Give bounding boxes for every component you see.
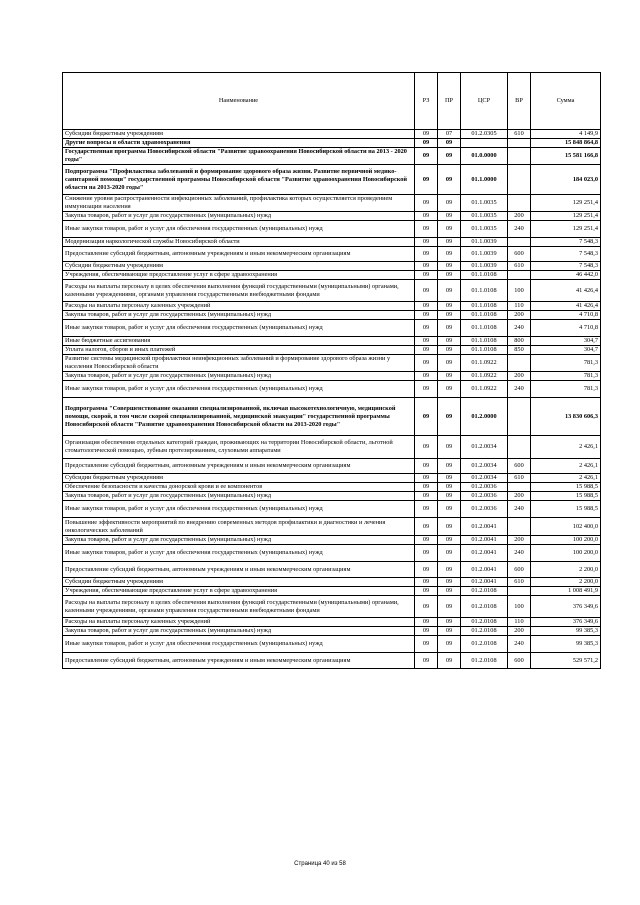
cell-vr: 610 bbox=[508, 474, 531, 483]
cell-sum: 2 200,0 bbox=[531, 562, 601, 578]
cell-sum: 41 426,4 bbox=[531, 302, 601, 311]
cell-pr: 09 bbox=[438, 492, 461, 501]
cell-name: Субсидии бюджетным учреждениям bbox=[63, 578, 415, 587]
cell-vr: 200 bbox=[508, 212, 531, 221]
cell-vr bbox=[508, 139, 531, 148]
cell-sum: 4 710,8 bbox=[531, 320, 601, 337]
cell-vr: 800 bbox=[508, 337, 531, 346]
cell-name: Предоставление субсидий бюджетным, автономным учреждениям и иным некоммерческим организациям bbox=[63, 653, 415, 669]
table-row bbox=[63, 398, 601, 436]
table-row bbox=[63, 636, 601, 653]
budget-sheet bbox=[62, 72, 600, 669]
cell-vr bbox=[508, 238, 531, 247]
cell-sum: 4 149,9 bbox=[531, 130, 601, 139]
cell-rz: 09 bbox=[415, 618, 438, 627]
cell-csr: 01.1.0108 bbox=[461, 320, 508, 337]
cell-vr: 610 bbox=[508, 130, 531, 139]
cell-csr: 01.2.0041 bbox=[461, 562, 508, 578]
cell-csr: 01.1.0108 bbox=[461, 346, 508, 355]
cell-name: Закупка товаров, работ и услуг для государственных (муниципальных) нужд bbox=[63, 492, 415, 501]
cell-sum: 129 251,4 bbox=[531, 195, 601, 212]
cell-csr: 01.2.0108 bbox=[461, 596, 508, 618]
table-row bbox=[63, 130, 601, 139]
cell-pr: 09 bbox=[438, 398, 461, 436]
cell-csr: 01.1.0035 bbox=[461, 212, 508, 221]
cell-vr bbox=[508, 436, 531, 459]
cell-rz: 09 bbox=[415, 148, 438, 165]
cell-sum: 46 442,0 bbox=[531, 271, 601, 280]
cell-csr: 01.1.0039 bbox=[461, 238, 508, 247]
cell-rz: 09 bbox=[415, 474, 438, 483]
cell-rz: 09 bbox=[415, 636, 438, 653]
cell-csr: 01.2.0108 bbox=[461, 627, 508, 636]
cell-rz: 09 bbox=[415, 436, 438, 459]
cell-name: Иные закупки товаров, работ и услуг для обеспечения государственных (муниципальных) нужд bbox=[63, 545, 415, 562]
cell-vr: 240 bbox=[508, 381, 531, 398]
cell-rz: 09 bbox=[415, 262, 438, 271]
cell-pr: 09 bbox=[438, 262, 461, 271]
table-row bbox=[63, 302, 601, 311]
table-row bbox=[63, 221, 601, 238]
cell-vr: 240 bbox=[508, 501, 531, 518]
cell-name: Организация обеспечения отдельных категорий граждан, проживающих на территории Новосибирской области, льготной стоматологической помощью, зубным протезированием, слуховыми аппаратами bbox=[63, 436, 415, 459]
cell-rz: 09 bbox=[415, 627, 438, 636]
cell-csr: 01.1.0922 bbox=[461, 372, 508, 381]
cell-sum: 376 349,6 bbox=[531, 596, 601, 618]
table-row bbox=[63, 518, 601, 536]
cell-vr: 110 bbox=[508, 302, 531, 311]
cell-sum: 15 581 166,8 bbox=[531, 148, 601, 165]
cell-pr: 09 bbox=[438, 381, 461, 398]
cell-csr: 01.1.0108 bbox=[461, 280, 508, 302]
cell-pr: 09 bbox=[438, 483, 461, 492]
header-name: Наименование bbox=[63, 73, 415, 130]
cell-csr: 01.2.0108 bbox=[461, 587, 508, 596]
cell-csr: 01.1.0035 bbox=[461, 195, 508, 212]
cell-vr: 240 bbox=[508, 320, 531, 337]
cell-name: Закупка товаров, работ и услуг для государственных (муниципальных) нужд bbox=[63, 372, 415, 381]
table-row bbox=[63, 212, 601, 221]
cell-pr: 09 bbox=[438, 618, 461, 627]
table-row bbox=[63, 165, 601, 195]
cell-pr: 09 bbox=[438, 165, 461, 195]
table-row bbox=[63, 562, 601, 578]
cell-pr: 09 bbox=[438, 320, 461, 337]
cell-pr: 09 bbox=[438, 311, 461, 320]
cell-name: Государственная программа Новосибирской области "Развитие здравоохранения Новосибирской области на 2013 - 2020 годы" bbox=[63, 148, 415, 165]
table-row bbox=[63, 596, 601, 618]
cell-name: Подпрограмма "Совершенствование оказания специализированной, включая высокотехнологичную, медицинской помощи, скорой, в том числе скорой специализированной, медицинской эвакуации" государственной программы Новосибирской области "Развитие здравоохранения Новосибирской области на 2013-2020 годы" bbox=[63, 398, 415, 436]
cell-vr: 100 bbox=[508, 596, 531, 618]
cell-pr: 09 bbox=[438, 195, 461, 212]
cell-name: Снижение уровня распространенности инфекционных заболеваний, профилактика которых осуществляется проведением иммунизации населения bbox=[63, 195, 415, 212]
cell-csr: 01.2.0034 bbox=[461, 436, 508, 459]
cell-rz: 09 bbox=[415, 587, 438, 596]
cell-csr: 01.1.0000 bbox=[461, 165, 508, 195]
cell-rz: 09 bbox=[415, 562, 438, 578]
cell-sum: 304,7 bbox=[531, 337, 601, 346]
cell-pr: 09 bbox=[438, 636, 461, 653]
cell-vr bbox=[508, 483, 531, 492]
cell-csr: 01.2.0000 bbox=[461, 398, 508, 436]
cell-sum: 41 426,4 bbox=[531, 280, 601, 302]
cell-vr: 600 bbox=[508, 562, 531, 578]
cell-csr: 01.2.0041 bbox=[461, 578, 508, 587]
cell-sum: 7 548,3 bbox=[531, 238, 601, 247]
cell-name: Закупка товаров, работ и услуг для государственных (муниципальных) нужд bbox=[63, 536, 415, 545]
cell-rz: 09 bbox=[415, 483, 438, 492]
table-row bbox=[63, 139, 601, 148]
cell-csr: 01.1.0108 bbox=[461, 337, 508, 346]
cell-csr: 01.2.0108 bbox=[461, 636, 508, 653]
cell-sum: 184 023,0 bbox=[531, 165, 601, 195]
table-row bbox=[63, 545, 601, 562]
cell-pr: 09 bbox=[438, 474, 461, 483]
table-row bbox=[63, 195, 601, 212]
cell-rz: 09 bbox=[415, 372, 438, 381]
cell-sum: 99 385,3 bbox=[531, 636, 601, 653]
cell-vr bbox=[508, 271, 531, 280]
table-header bbox=[63, 73, 601, 130]
cell-name: Повышение эффективности мероприятий по внедрению современных методов профилактики и диагностики и лечения онкологических заболеваний bbox=[63, 518, 415, 536]
cell-csr: 01.1.0039 bbox=[461, 262, 508, 271]
cell-pr: 09 bbox=[438, 436, 461, 459]
cell-vr: 610 bbox=[508, 578, 531, 587]
cell-rz: 09 bbox=[415, 238, 438, 247]
cell-rz: 09 bbox=[415, 355, 438, 372]
cell-rz: 09 bbox=[415, 501, 438, 518]
cell-rz: 09 bbox=[415, 536, 438, 545]
table-row bbox=[63, 381, 601, 398]
cell-sum: 7 548,3 bbox=[531, 262, 601, 271]
cell-sum: 781,3 bbox=[531, 372, 601, 381]
cell-csr: 01.2.0034 bbox=[461, 459, 508, 474]
table-row bbox=[63, 346, 601, 355]
table-body bbox=[63, 130, 601, 669]
cell-pr: 09 bbox=[438, 536, 461, 545]
cell-name: Модернизация наркологической службы Новосибирской области bbox=[63, 238, 415, 247]
cell-name: Иные закупки товаров, работ и услуг для обеспечения государственных (муниципальных) нужд bbox=[63, 501, 415, 518]
cell-name: Закупка товаров, работ и услуг для государственных (муниципальных) нужд bbox=[63, 212, 415, 221]
cell-sum: 2 426,1 bbox=[531, 474, 601, 483]
cell-name: Субсидии бюджетным учреждениям bbox=[63, 262, 415, 271]
cell-rz: 09 bbox=[415, 139, 438, 148]
table-row bbox=[63, 320, 601, 337]
cell-csr: 01.2.0036 bbox=[461, 492, 508, 501]
cell-csr: 01.0.0000 bbox=[461, 148, 508, 165]
cell-sum: 100 200,0 bbox=[531, 536, 601, 545]
cell-csr: 01.2.0036 bbox=[461, 483, 508, 492]
header-rz: РЗ bbox=[415, 73, 438, 130]
cell-name: Учреждения, обеспечивающие предоставление услуг в сфере здравоохранения bbox=[63, 587, 415, 596]
cell-vr: 200 bbox=[508, 311, 531, 320]
table-row bbox=[63, 536, 601, 545]
cell-sum: 304,7 bbox=[531, 346, 601, 355]
cell-rz: 09 bbox=[415, 518, 438, 536]
cell-name: Расходы на выплаты персоналу казенных учреждений bbox=[63, 302, 415, 311]
cell-rz: 09 bbox=[415, 320, 438, 337]
cell-sum: 100 200,0 bbox=[531, 545, 601, 562]
table-row bbox=[63, 355, 601, 372]
cell-pr: 09 bbox=[438, 271, 461, 280]
cell-vr bbox=[508, 165, 531, 195]
cell-vr: 200 bbox=[508, 492, 531, 501]
cell-sum: 15 988,5 bbox=[531, 492, 601, 501]
cell-rz: 09 bbox=[415, 280, 438, 302]
cell-sum: 1 008 491,9 bbox=[531, 587, 601, 596]
cell-name: Учреждения, обеспечивающие предоставление услуг в сфере здравоохранения bbox=[63, 271, 415, 280]
cell-pr: 09 bbox=[438, 355, 461, 372]
cell-pr: 09 bbox=[438, 280, 461, 302]
header-pr: ПР bbox=[438, 73, 461, 130]
cell-pr: 09 bbox=[438, 372, 461, 381]
cell-pr: 09 bbox=[438, 212, 461, 221]
cell-rz: 09 bbox=[415, 545, 438, 562]
table-row bbox=[63, 148, 601, 165]
table-row bbox=[63, 262, 601, 271]
cell-name: Расходы на выплаты персоналу в целях обеспечения выполнения функций государственными (муниципальными) органами, казенными учреждениями, органами управления государственными внебюджетными фондами bbox=[63, 596, 415, 618]
budget-table bbox=[62, 72, 601, 669]
cell-sum: 2 426,1 bbox=[531, 436, 601, 459]
cell-vr: 110 bbox=[508, 618, 531, 627]
cell-sum: 129 251,4 bbox=[531, 212, 601, 221]
table-row bbox=[63, 653, 601, 669]
cell-name: Расходы на выплаты персоналу в целях обеспечения выполнения функций государственными (муниципальными) органами, казенными учреждениями, органами управления государственными внебюджетными фондами bbox=[63, 280, 415, 302]
cell-pr: 09 bbox=[438, 653, 461, 669]
cell-csr: 01.1.0108 bbox=[461, 271, 508, 280]
cell-name: Иные закупки товаров, работ и услуг для обеспечения государственных (муниципальных) нужд bbox=[63, 320, 415, 337]
cell-csr: 01.1.0922 bbox=[461, 355, 508, 372]
cell-pr: 09 bbox=[438, 587, 461, 596]
cell-pr: 09 bbox=[438, 346, 461, 355]
cell-csr: 01.2.0108 bbox=[461, 653, 508, 669]
cell-rz: 09 bbox=[415, 398, 438, 436]
cell-rz: 09 bbox=[415, 271, 438, 280]
cell-sum: 781,3 bbox=[531, 355, 601, 372]
cell-csr: 01.2.0041 bbox=[461, 518, 508, 536]
cell-name: Иные закупки товаров, работ и услуг для обеспечения государственных (муниципальных) нужд bbox=[63, 381, 415, 398]
cell-sum: 15 988,5 bbox=[531, 501, 601, 518]
cell-pr: 09 bbox=[438, 518, 461, 536]
table-row bbox=[63, 618, 601, 627]
cell-pr: 09 bbox=[438, 247, 461, 262]
cell-vr: 100 bbox=[508, 280, 531, 302]
cell-pr: 09 bbox=[438, 148, 461, 165]
cell-pr: 09 bbox=[438, 627, 461, 636]
cell-csr: 01.1.0922 bbox=[461, 381, 508, 398]
cell-pr: 09 bbox=[438, 221, 461, 238]
cell-sum: 129 251,4 bbox=[531, 221, 601, 238]
table-row bbox=[63, 492, 601, 501]
cell-sum: 376 349,6 bbox=[531, 618, 601, 627]
cell-name: Закупка товаров, работ и услуг для государственных (муниципальных) нужд bbox=[63, 627, 415, 636]
cell-name: Иные закупки товаров, работ и услуг для обеспечения государственных (муниципальных) нужд bbox=[63, 636, 415, 653]
table-row bbox=[63, 247, 601, 262]
cell-name: Предоставление субсидий бюджетным, автономным учреждениям и иным некоммерческим организациям bbox=[63, 562, 415, 578]
cell-sum: 2 200,0 bbox=[531, 578, 601, 587]
cell-rz: 09 bbox=[415, 578, 438, 587]
cell-csr: 01.2.0036 bbox=[461, 501, 508, 518]
header-vr: ВР bbox=[508, 73, 531, 130]
table-row bbox=[63, 372, 601, 381]
table-row bbox=[63, 311, 601, 320]
cell-sum: 15 988,5 bbox=[531, 483, 601, 492]
cell-rz: 09 bbox=[415, 247, 438, 262]
cell-name: Иные бюджетные ассигнования bbox=[63, 337, 415, 346]
cell-name: Предоставление субсидий бюджетным, автономным учреждениям и иным некоммерческим организациям bbox=[63, 247, 415, 262]
cell-vr bbox=[508, 148, 531, 165]
cell-vr: 600 bbox=[508, 459, 531, 474]
cell-pr: 07 bbox=[438, 130, 461, 139]
table-row bbox=[63, 474, 601, 483]
cell-name: Обеспечение безопасности и качества донорской крови и ее компонентов bbox=[63, 483, 415, 492]
header-sum: Сумма bbox=[531, 73, 601, 130]
cell-rz: 09 bbox=[415, 195, 438, 212]
cell-sum: 99 385,3 bbox=[531, 627, 601, 636]
table-row bbox=[63, 436, 601, 459]
cell-rz: 09 bbox=[415, 459, 438, 474]
cell-rz: 09 bbox=[415, 381, 438, 398]
cell-vr bbox=[508, 355, 531, 372]
cell-vr: 200 bbox=[508, 372, 531, 381]
cell-csr: 01.1.0108 bbox=[461, 302, 508, 311]
cell-rz: 09 bbox=[415, 221, 438, 238]
cell-rz: 09 bbox=[415, 653, 438, 669]
cell-vr: 610 bbox=[508, 262, 531, 271]
cell-rz: 09 bbox=[415, 165, 438, 195]
table-row bbox=[63, 337, 601, 346]
cell-vr bbox=[508, 587, 531, 596]
cell-vr: 600 bbox=[508, 653, 531, 669]
table-row bbox=[63, 483, 601, 492]
cell-sum: 102 400,0 bbox=[531, 518, 601, 536]
table-row bbox=[63, 280, 601, 302]
cell-vr: 200 bbox=[508, 627, 531, 636]
table-row bbox=[63, 587, 601, 596]
cell-sum: 13 830 606,3 bbox=[531, 398, 601, 436]
cell-sum: 781,3 bbox=[531, 381, 601, 398]
cell-pr: 09 bbox=[438, 562, 461, 578]
cell-name: Предоставление субсидий бюджетным, автономным учреждениям и иным некоммерческим организациям bbox=[63, 459, 415, 474]
cell-pr: 09 bbox=[438, 337, 461, 346]
cell-name: Другие вопросы в области здравоохранения bbox=[63, 139, 415, 148]
cell-name: Иные закупки товаров, работ и услуг для обеспечения государственных (муниципальных) нужд bbox=[63, 221, 415, 238]
cell-csr: 01.2.0108 bbox=[461, 618, 508, 627]
cell-sum: 15 848 864,8 bbox=[531, 139, 601, 148]
cell-csr: 01.2.0041 bbox=[461, 536, 508, 545]
cell-sum: 4 710,8 bbox=[531, 311, 601, 320]
cell-pr: 09 bbox=[438, 459, 461, 474]
cell-rz: 09 bbox=[415, 337, 438, 346]
table-row bbox=[63, 501, 601, 518]
cell-name: Уплата налогов, сборов и иных платежей bbox=[63, 346, 415, 355]
table-row bbox=[63, 627, 601, 636]
cell-vr bbox=[508, 398, 531, 436]
cell-rz: 09 bbox=[415, 212, 438, 221]
page-footer: Страница 40 из 58 bbox=[294, 861, 346, 867]
cell-rz: 09 bbox=[415, 346, 438, 355]
cell-pr: 09 bbox=[438, 238, 461, 247]
table-row bbox=[63, 238, 601, 247]
cell-csr: 01.1.0035 bbox=[461, 221, 508, 238]
table-row bbox=[63, 578, 601, 587]
cell-vr bbox=[508, 195, 531, 212]
cell-name: Субсидии бюджетным учреждениям bbox=[63, 130, 415, 139]
cell-pr: 09 bbox=[438, 139, 461, 148]
cell-rz: 09 bbox=[415, 492, 438, 501]
cell-sum: 2 426,1 bbox=[531, 459, 601, 474]
cell-name: Развитие системы медицинской профилактики неинфекционных заболеваний и формирование здорового образа жизни у населения Новосибирской области bbox=[63, 355, 415, 372]
cell-pr: 09 bbox=[438, 302, 461, 311]
cell-csr: 01.1.0108 bbox=[461, 311, 508, 320]
cell-rz: 09 bbox=[415, 596, 438, 618]
cell-name: Подпрограмма "Профилактика заболеваний и формирование здорового образа жизни. Развитие первичной медико-санитарной помощи" государственной программы Новосибирской области "Развитие здравоохранения Новосибирской области на 2013-2020 годы" bbox=[63, 165, 415, 195]
cell-name: Субсидии бюджетным учреждениям bbox=[63, 474, 415, 483]
cell-name: Закупка товаров, работ и услуг для государственных (муниципальных) нужд bbox=[63, 311, 415, 320]
cell-sum: 529 571,2 bbox=[531, 653, 601, 669]
header-csr: ЦСР bbox=[461, 73, 508, 130]
cell-vr: 240 bbox=[508, 636, 531, 653]
cell-pr: 09 bbox=[438, 596, 461, 618]
cell-vr: 240 bbox=[508, 221, 531, 238]
table-row bbox=[63, 459, 601, 474]
cell-csr: 01.2.0034 bbox=[461, 474, 508, 483]
cell-csr: 01.2.0041 bbox=[461, 545, 508, 562]
cell-vr: 600 bbox=[508, 247, 531, 262]
cell-pr: 09 bbox=[438, 501, 461, 518]
cell-rz: 09 bbox=[415, 302, 438, 311]
cell-csr: 01.1.0039 bbox=[461, 247, 508, 262]
cell-sum: 7 548,3 bbox=[531, 247, 601, 262]
cell-vr bbox=[508, 518, 531, 536]
cell-csr bbox=[461, 139, 508, 148]
cell-rz: 09 bbox=[415, 130, 438, 139]
table-row bbox=[63, 271, 601, 280]
cell-rz: 09 bbox=[415, 311, 438, 320]
cell-pr: 09 bbox=[438, 545, 461, 562]
cell-vr: 200 bbox=[508, 536, 531, 545]
cell-name: Расходы на выплаты персоналу казенных учреждений bbox=[63, 618, 415, 627]
cell-vr: 850 bbox=[508, 346, 531, 355]
cell-csr: 01.2.0305 bbox=[461, 130, 508, 139]
cell-vr: 240 bbox=[508, 545, 531, 562]
cell-pr: 09 bbox=[438, 578, 461, 587]
